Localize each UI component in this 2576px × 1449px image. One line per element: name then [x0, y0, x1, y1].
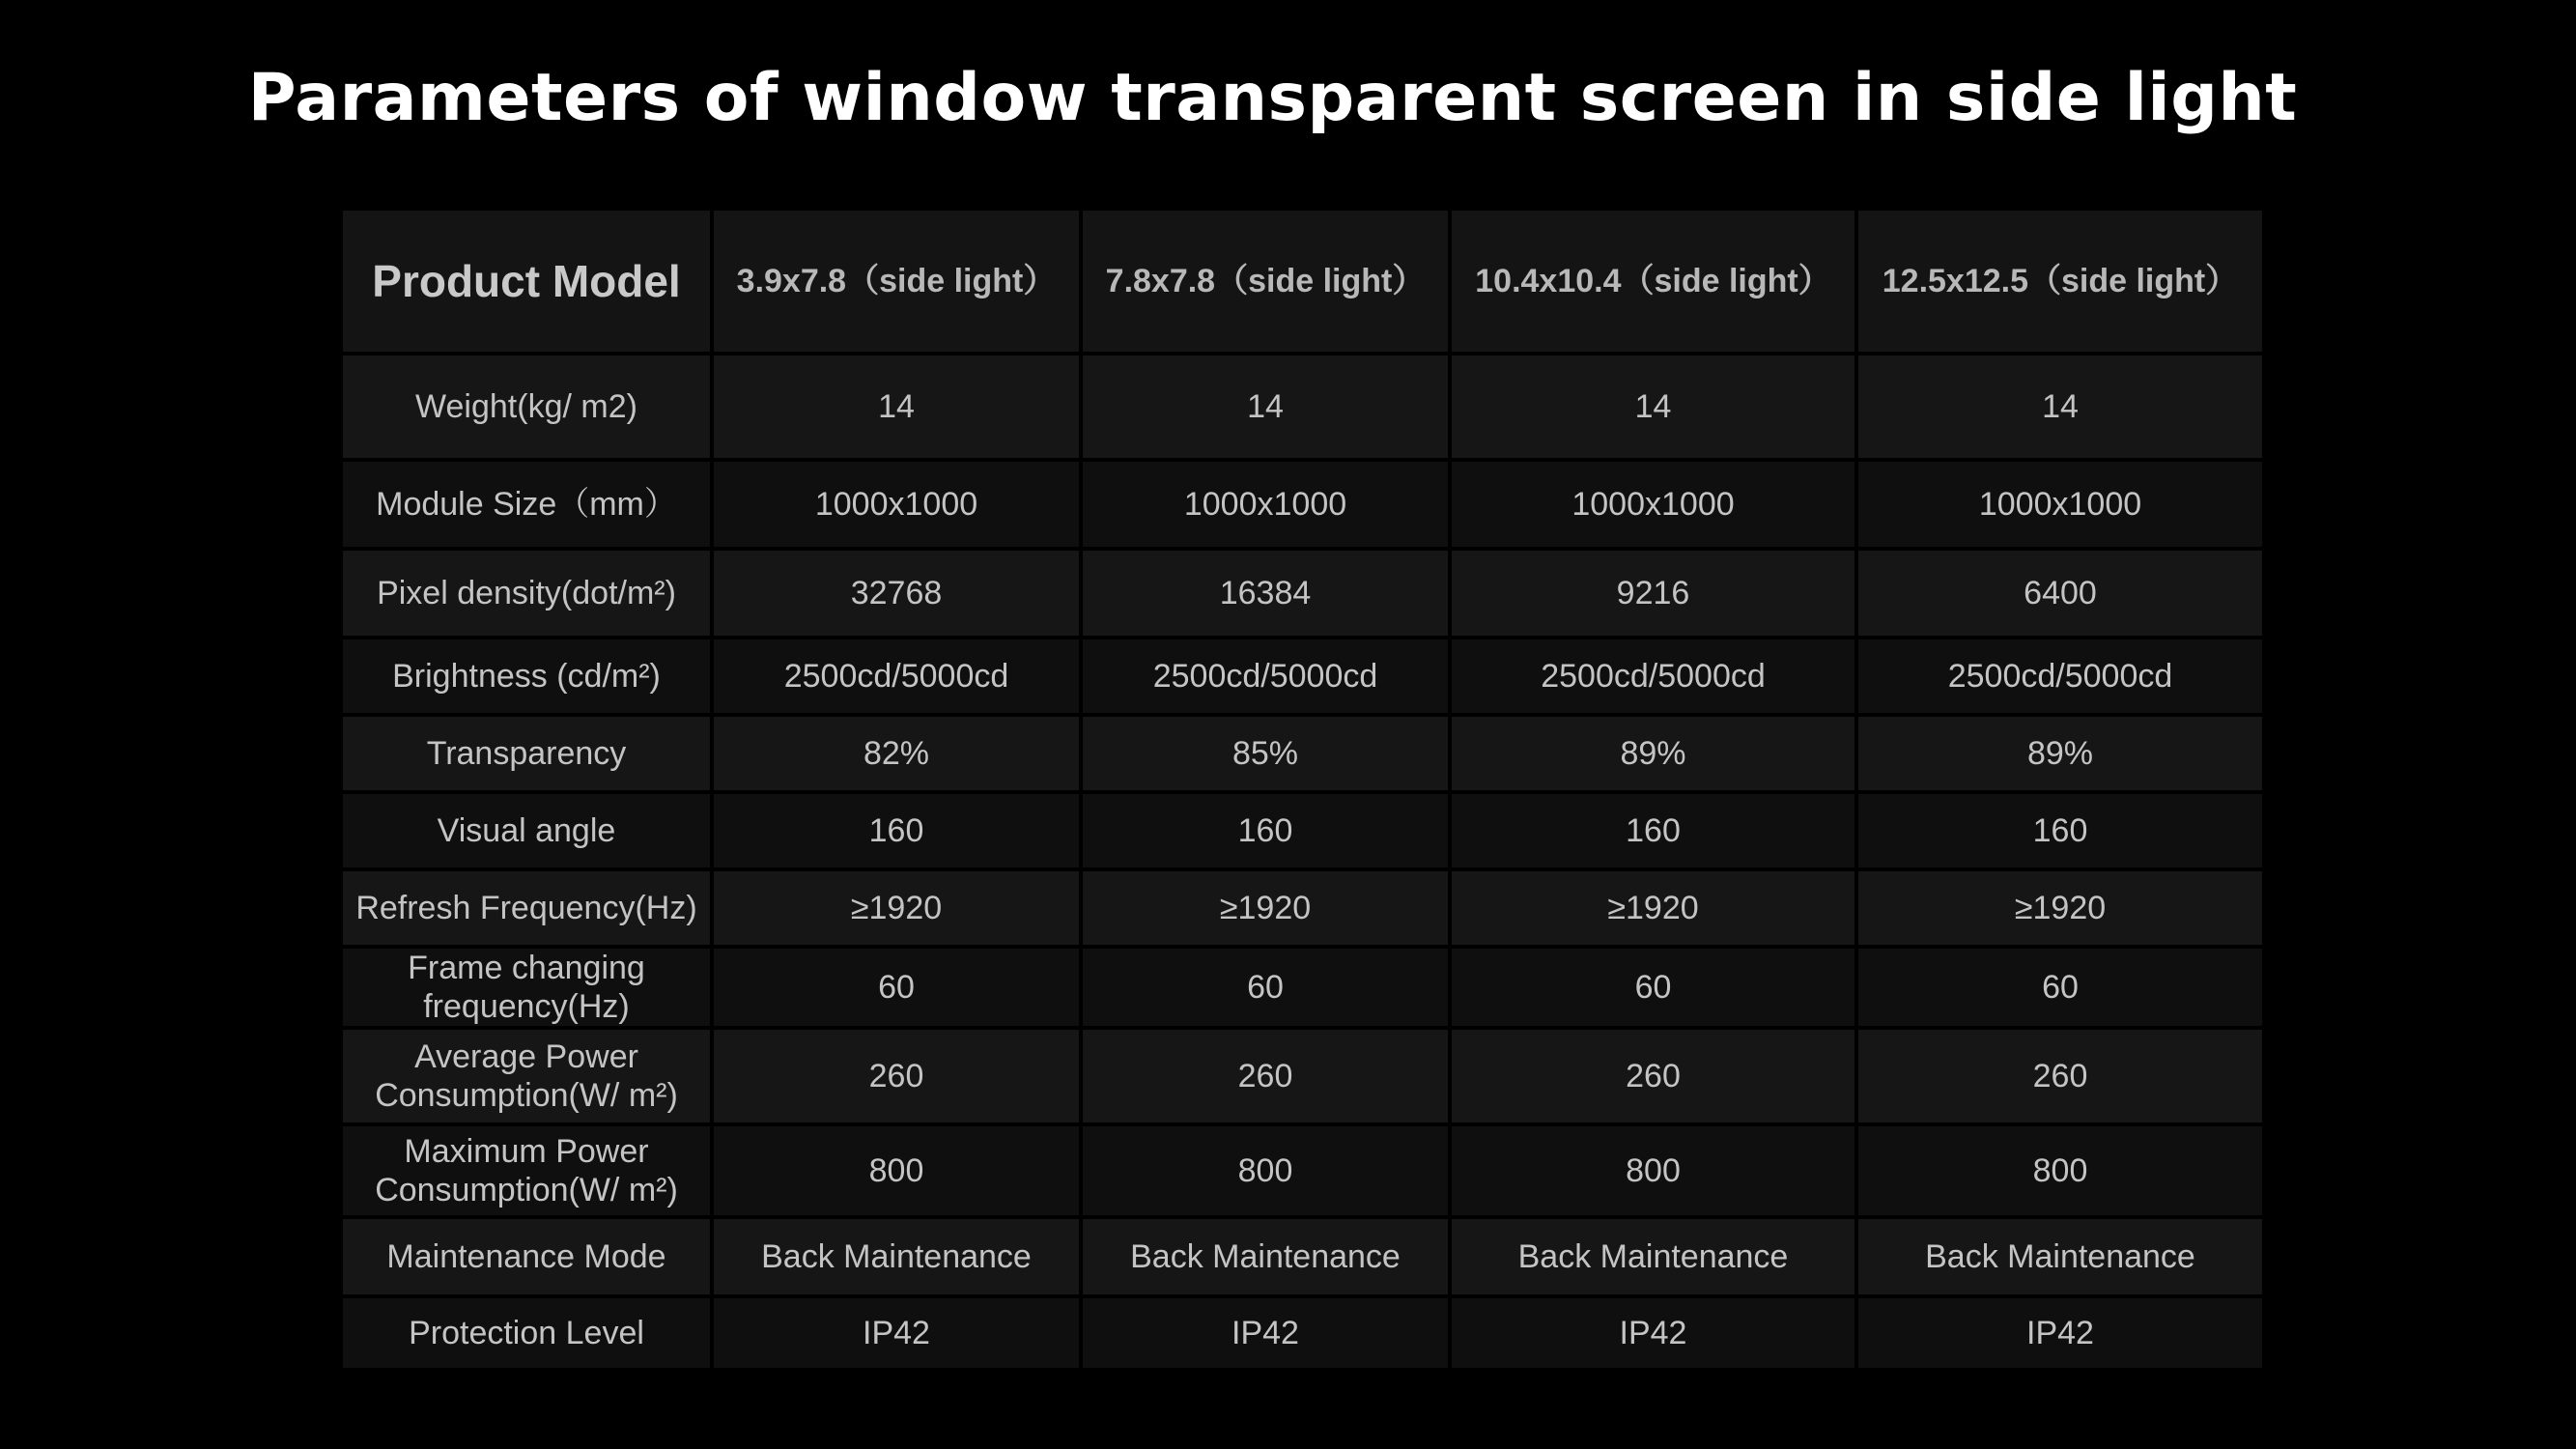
table-cell: IP42	[714, 1298, 1079, 1368]
table-cell: 2500cd/5000cd	[1858, 639, 2262, 713]
table-cell: 2500cd/5000cd	[1452, 639, 1854, 713]
table-row	[343, 1126, 2262, 1215]
table-cell: 260	[1083, 1030, 1448, 1122]
row-label-text: Average Power Consumption(W/ m²)	[375, 1038, 678, 1114]
header-model-3: 10.4x10.4（side light）	[1452, 211, 1854, 352]
table-cell: 60	[1858, 949, 2262, 1026]
row-label: Brightness (cd/m²)	[343, 639, 710, 713]
table-cell: Back Maintenance	[1858, 1219, 2262, 1294]
table-row	[343, 1298, 2262, 1368]
spec-table	[339, 207, 2266, 1372]
table-row	[343, 462, 2262, 547]
header-model-4: 12.5x12.5（side light）	[1858, 211, 2262, 352]
table-header-row	[343, 211, 2262, 352]
table-cell: 160	[714, 794, 1079, 867]
table-cell: 14	[1452, 355, 1854, 458]
table-cell: 82%	[714, 717, 1079, 790]
table-cell: IP42	[1083, 1298, 1448, 1368]
table-cell: ≥1920	[1858, 871, 2262, 945]
table-row	[343, 639, 2262, 713]
table-cell: 160	[1452, 794, 1854, 867]
table-cell: 2500cd/5000cd	[714, 639, 1079, 713]
table-cell: 60	[1452, 949, 1854, 1026]
table-cell: 160	[1083, 794, 1448, 867]
table-cell: 85%	[1083, 717, 1448, 790]
table-row	[343, 949, 2262, 1026]
table-cell: 32768	[714, 551, 1079, 636]
table-cell: 800	[1083, 1126, 1448, 1215]
table-cell: Back Maintenance	[1452, 1219, 1854, 1294]
table-cell: 1000x1000	[714, 462, 1079, 547]
table-row	[343, 1219, 2262, 1294]
table-cell: 1000x1000	[1858, 462, 2262, 547]
table-cell: 260	[1858, 1030, 2262, 1122]
table-cell: 160	[1858, 794, 2262, 867]
table-cell: 260	[714, 1030, 1079, 1122]
table-cell: 9216	[1452, 551, 1854, 636]
table-row	[343, 551, 2262, 636]
row-label	[343, 949, 710, 1026]
table-cell: 60	[1083, 949, 1448, 1026]
table-cell: 6400	[1858, 551, 2262, 636]
table-cell: 89%	[1858, 717, 2262, 790]
table-row	[343, 871, 2262, 945]
row-label-text: Maximum Power Consumption(W/ m²)	[375, 1133, 678, 1208]
table-cell: IP42	[1452, 1298, 1854, 1368]
table-cell: 800	[1452, 1126, 1854, 1215]
table-cell: 800	[714, 1126, 1079, 1215]
table-cell: ≥1920	[714, 871, 1079, 945]
table-row	[343, 717, 2262, 790]
table-cell: 800	[1858, 1126, 2262, 1215]
row-label: Module Size（mm）	[343, 462, 710, 547]
row-label	[343, 1030, 710, 1122]
row-label: Pixel density(dot/m²)	[343, 551, 710, 636]
table-cell: 260	[1452, 1030, 1854, 1122]
table-cell: 60	[714, 949, 1079, 1026]
table-row	[343, 355, 2262, 458]
page-title: Parameters of window transparent screen in side light	[247, 60, 2298, 136]
table-row	[343, 794, 2262, 867]
row-label	[343, 1126, 710, 1215]
table-cell: IP42	[1858, 1298, 2262, 1368]
table-cell: 14	[1083, 355, 1448, 458]
row-label: Maintenance Mode	[343, 1219, 710, 1294]
row-label: Refresh Frequency(Hz)	[343, 871, 710, 945]
table-cell: 1000x1000	[1452, 462, 1854, 547]
table-cell: 14	[714, 355, 1079, 458]
table-cell: ≥1920	[1452, 871, 1854, 945]
header-product-model: Product Model	[343, 211, 710, 352]
table-cell: ≥1920	[1083, 871, 1448, 945]
table-cell: 14	[1858, 355, 2262, 458]
row-label-text: Frame changing frequency(Hz)	[408, 950, 645, 1025]
row-label: Visual angle	[343, 794, 710, 867]
header-model-1: 3.9x7.8（side light）	[714, 211, 1079, 352]
table-cell: Back Maintenance	[1083, 1219, 1448, 1294]
table-cell: 16384	[1083, 551, 1448, 636]
table-cell: 89%	[1452, 717, 1854, 790]
table-row	[343, 1030, 2262, 1122]
row-label: Weight(kg/ m2)	[343, 355, 710, 458]
table-cell: 2500cd/5000cd	[1083, 639, 1448, 713]
header-model-2: 7.8x7.8（side light）	[1083, 211, 1448, 352]
row-label: Protection Level	[343, 1298, 710, 1368]
table-cell: Back Maintenance	[714, 1219, 1079, 1294]
row-label: Transparency	[343, 717, 710, 790]
table-cell: 1000x1000	[1083, 462, 1448, 547]
